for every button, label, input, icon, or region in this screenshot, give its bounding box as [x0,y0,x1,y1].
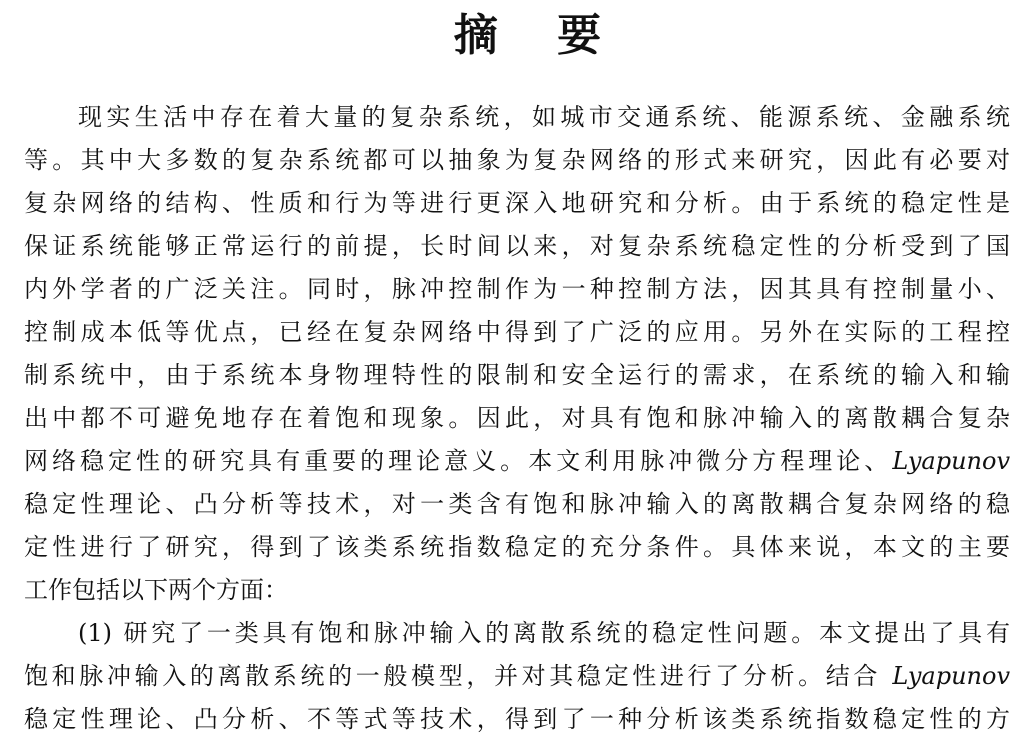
text-line [24,440,1010,483]
text-line: 稳定性理论、凸分析等技术，对一类含有饱和脉冲输入的离散耦合复杂网络的稳 [24,490,1010,518]
text-line: (1) 研究了一类具有饱和脉冲输入的离散系统的稳定性问题。本文提出了具有 [78,619,1010,647]
text-line: 等。其中大多数的复杂系统都可以抽象为复杂网络的形式来研究，因此有必要对 [24,146,1010,174]
abstract-body [24,96,1010,741]
paragraph-2 [24,612,1010,741]
text-line: 制系统中，由于系统本身物理特性的限制和安全运行的需求，在系统的输入和输 [24,361,1010,389]
text-line: 定性进行了研究，得到了该类系统指数稳定的充分条件。具体来说，本文的主要 [24,533,1010,561]
text-line: 控制成本低等优点，已经在复杂网络中得到了广泛的应用。另外在实际的工程控 [24,318,1010,346]
text-line: 现实生活中存在着大量的复杂系统，如城市交通系统、能源系统、金融系统 [78,103,1010,131]
text-line: 复杂网络的结构、性质和行为等进行更深入地研究和分析。由于系统的稳定性是 [24,189,1010,217]
text-line: 稳定性理论、凸分析、不等式等技术，得到了一种分析该类系统指数稳定性的方 [24,705,1010,733]
math-term: Lyapunov [892,662,1010,690]
abstract-title: 摘 要 [453,10,624,61]
text-line: 保证系统能够正常运行的前提，长时间以来，对复杂系统稳定性的分析受到了国 [24,232,1010,260]
text-fragment: 网络稳定性的研究具有重要的理论意义。本文利用脉冲微分方程理论、 [24,447,893,475]
text-line: 工作包括以下两个方面： [24,576,288,604]
paragraph-1 [24,96,1010,612]
text-line: 内外学者的广泛关注。同时，脉冲控制作为一种控制方法，因其具有控制量小、 [24,275,1010,303]
math-term: Lyapunov [892,447,1010,475]
text-line: 出中都不可避免地存在着饱和现象。因此，对具有饱和脉冲输入的离散耦合复杂 [24,404,1010,432]
text-line [24,655,1010,698]
text-fragment: 饱和脉冲输入的离散系统的一般模型，并对其稳定性进行了分析。结合 [24,662,893,690]
